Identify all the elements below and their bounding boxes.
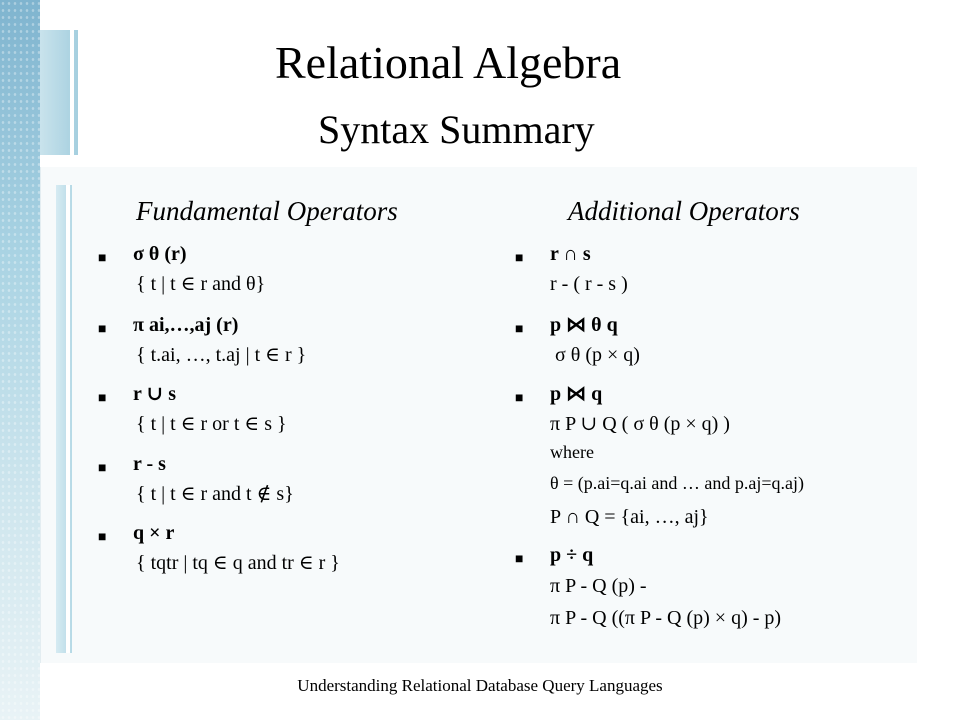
bullet-icon bbox=[98, 457, 106, 476]
fundamental-def-union: { t | t ∈ r or t ∈ s } bbox=[136, 413, 287, 435]
additional-def-division-1: π P - Q (p) - bbox=[550, 575, 647, 597]
additional-def-intersection: r - ( r - s ) bbox=[550, 273, 628, 295]
title-accent-bar bbox=[40, 30, 78, 155]
additional-def-natural-join-2: where bbox=[550, 442, 594, 462]
fundamental-op-difference: r - s bbox=[133, 453, 166, 475]
additional-op-natural-join: p ⋈ q bbox=[550, 383, 603, 405]
fundamental-def-select: { t | t ∈ r and θ} bbox=[136, 273, 266, 295]
fundamental-op-select: σ θ (r) bbox=[133, 243, 187, 265]
fundamental-def-product: { tqtr | tq ∈ q and tr ∈ r } bbox=[136, 552, 340, 574]
additional-heading: Additional Operators bbox=[568, 196, 800, 226]
fundamental-op-union: r ∪ s bbox=[133, 383, 177, 405]
fundamental-def-project: { t.ai, …, t.aj | t ∈ r } bbox=[136, 344, 307, 366]
slide-footer: Understanding Relational Database Query Languages bbox=[297, 676, 663, 695]
additional-op-intersection: r ∩ s bbox=[550, 243, 591, 265]
bullet-icon bbox=[515, 548, 523, 567]
side-decoration bbox=[0, 0, 40, 720]
additional-op-division: p ÷ q bbox=[550, 544, 594, 566]
bullet-icon bbox=[98, 247, 106, 266]
fundamental-def-difference: { t | t ∈ r and t ∉ s} bbox=[136, 483, 294, 505]
fundamental-heading: Fundamental Operators bbox=[136, 196, 398, 226]
fundamental-op-project: π ai,…,aj (r) bbox=[133, 314, 239, 336]
additional-op-theta-join: p ⋈ θ q bbox=[550, 314, 618, 336]
additional-def-division-2: π P - Q ((π P - Q (p) × q) - p) bbox=[550, 607, 782, 629]
slide-subtitle: Syntax Summary bbox=[318, 107, 595, 152]
bullet-icon bbox=[98, 387, 106, 406]
additional-def-natural-join-4: P ∩ Q = {ai, …, aj} bbox=[550, 506, 709, 528]
fundamental-op-product: q × r bbox=[133, 522, 175, 544]
additional-def-natural-join-3: θ = (p.ai=q.ai and … and p.aj=q.aj) bbox=[550, 473, 805, 493]
content-accent-bar bbox=[56, 185, 72, 653]
additional-def-theta-join: σ θ (p × q) bbox=[555, 344, 640, 366]
bullet-icon bbox=[98, 318, 106, 337]
bullet-icon bbox=[515, 318, 523, 337]
bullet-icon bbox=[515, 387, 523, 406]
additional-def-natural-join-1: π P ∪ Q ( σ θ (p × q) ) bbox=[550, 413, 730, 435]
bullet-icon bbox=[515, 247, 523, 266]
slide-title: Relational Algebra bbox=[275, 37, 622, 88]
bullet-icon bbox=[98, 526, 106, 545]
